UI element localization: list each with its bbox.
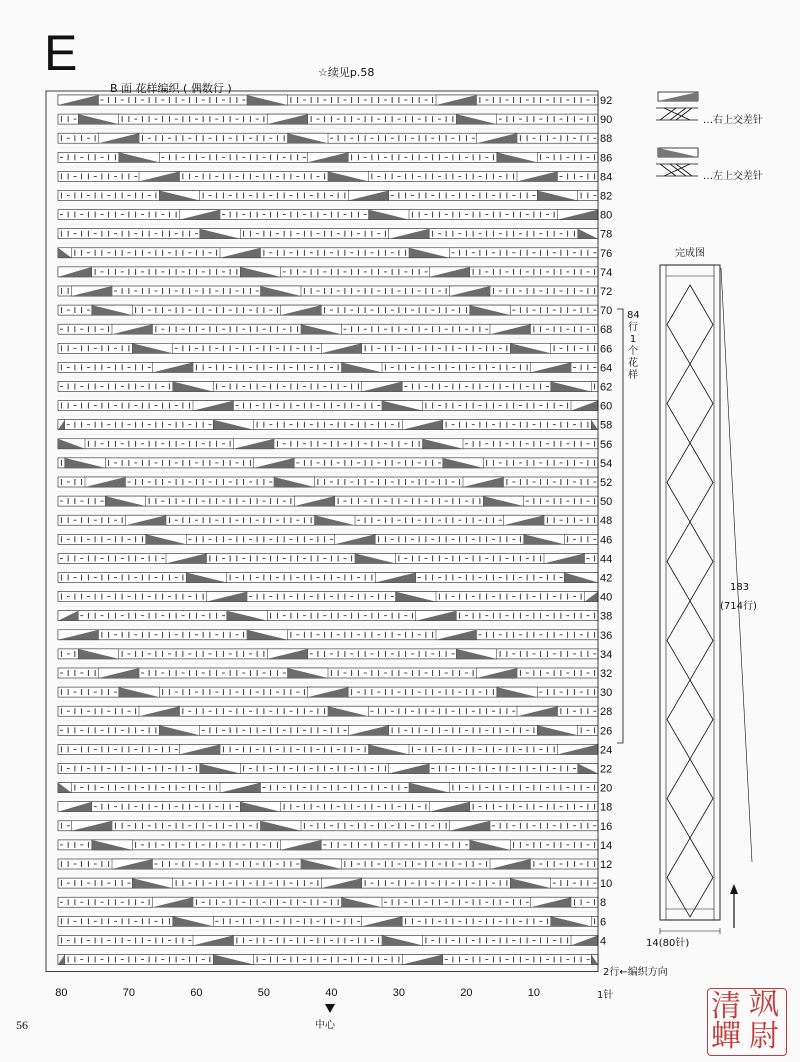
stitch-axis-label: 50 (257, 987, 270, 999)
chart-row (58, 897, 598, 912)
chart-row (58, 210, 598, 225)
right-cross-legend-icon (656, 92, 698, 120)
chart-row (58, 477, 598, 492)
chart-row (58, 171, 598, 186)
stitch-axis-label: 30 (392, 987, 405, 999)
chart-row (58, 630, 598, 645)
row-number: 62 (600, 381, 613, 394)
legend-left-cross-label: …左上交差针 (703, 171, 763, 182)
row-number: 36 (600, 629, 613, 642)
row-number: 20 (600, 782, 613, 795)
row-number: 74 (600, 266, 613, 279)
row-number: 80 (600, 209, 613, 222)
row-number: 18 (600, 801, 613, 814)
pattern-diamond (667, 364, 713, 443)
row-number: 92 (600, 95, 613, 107)
row-number: 26 (600, 725, 613, 738)
chart-row (58, 229, 598, 244)
chart-row (58, 458, 598, 473)
row-number: 12 (600, 859, 613, 871)
row-number: 70 (600, 305, 613, 318)
repeat-bracket (617, 309, 623, 743)
legend-right-cross-label: …右上交差针 (703, 115, 763, 126)
row-number: 34 (600, 648, 613, 661)
chart-row (58, 553, 598, 568)
row-number: 6 (600, 916, 607, 929)
row-number: 42 (600, 572, 613, 585)
row-number: 48 (600, 515, 613, 528)
chart-row (58, 382, 598, 397)
row-number: 66 (600, 343, 613, 356)
chart-row (58, 611, 598, 626)
chart-row (58, 859, 598, 874)
row-number-column (600, 95, 612, 947)
row-number: 14 (600, 839, 613, 852)
section-letter: E (44, 25, 78, 81)
chart-row (58, 744, 598, 759)
chart-row (58, 916, 598, 931)
row-number: 4 (600, 935, 607, 948)
chart-row (58, 95, 598, 110)
pattern-diamond (667, 285, 713, 364)
row-number: 44 (600, 553, 613, 566)
row-number: 24 (600, 744, 613, 757)
chart-frame (46, 91, 598, 972)
stitch-axis (55, 987, 540, 999)
continued-note: ☆续见p.58 (318, 66, 375, 79)
pattern-diamond (667, 759, 713, 838)
chart-row (58, 668, 598, 683)
chart-row (58, 783, 598, 798)
row-number: 28 (600, 706, 613, 719)
chart-row (58, 133, 598, 148)
stitch-axis-label: 10 (527, 987, 540, 999)
row-number: 78 (600, 228, 613, 241)
row-number: 22 (600, 763, 613, 776)
chart-row (58, 706, 598, 721)
chart-row (58, 420, 598, 435)
chart-row (58, 649, 598, 664)
chart-row (58, 764, 598, 779)
last-row-note: 2行←编织方向 (603, 967, 668, 978)
row-number: 90 (600, 114, 613, 127)
row-number: 60 (600, 400, 613, 413)
chart-row (58, 267, 598, 282)
red-seal-stamp: 飒 清 尉 蟬 (707, 988, 787, 1056)
chart-row (58, 324, 598, 339)
chart-row (58, 496, 598, 511)
row-number: 64 (600, 362, 613, 375)
chart-row (58, 191, 598, 206)
bottom-dimension: 14(80针) (646, 938, 690, 949)
row-number: 76 (600, 247, 613, 260)
chart-row (58, 878, 598, 893)
row-number: 32 (600, 668, 613, 680)
chart-row (58, 439, 598, 454)
pattern-diamond (667, 601, 713, 680)
row-number: 46 (600, 534, 613, 547)
pattern-diamond (667, 522, 713, 601)
row-number: 50 (600, 496, 613, 509)
repeat-note: 84 行 1 个 花 样 (627, 310, 640, 381)
chart-row (58, 401, 598, 416)
row-number: 16 (600, 820, 613, 833)
row-number: 86 (600, 152, 613, 165)
row-number: 40 (600, 591, 613, 604)
stitch-axis-label: 60 (190, 987, 203, 999)
chart-row (58, 935, 598, 950)
first-stitch-label: 1针 (597, 990, 614, 1001)
chart-row (58, 286, 598, 301)
row-number: 58 (600, 419, 613, 432)
stitch-axis-label: 70 (122, 987, 135, 999)
side-dimension-cm: 183 (730, 582, 750, 593)
chart-row (58, 955, 598, 965)
chart-row (58, 248, 598, 263)
stitch-axis-label: 20 (460, 987, 473, 999)
row-number: 10 (600, 878, 613, 891)
row-number: 54 (600, 457, 613, 470)
row-number: 52 (600, 477, 613, 489)
pattern-diamond (667, 680, 713, 759)
chart-row (58, 821, 598, 836)
chart-row (58, 152, 598, 167)
chart-row (58, 343, 598, 358)
side-dimension-rows: (714行) (720, 601, 757, 612)
pattern-diamond (667, 443, 713, 522)
chart-grid (46, 91, 598, 972)
pattern-diamond (667, 838, 713, 917)
row-number: 68 (600, 324, 613, 337)
row-number: 56 (600, 438, 613, 451)
page-number: 56 (16, 1018, 28, 1032)
center-marker-icon (325, 1004, 335, 1013)
chart-row (58, 687, 598, 702)
chart-row (58, 515, 598, 530)
row-number: 88 (600, 133, 613, 146)
row-number: 84 (600, 171, 613, 184)
left-cross-legend-icon (656, 148, 698, 176)
chart-row (58, 305, 598, 320)
chart-row (58, 840, 598, 855)
chart-row (58, 362, 598, 377)
row-number: 30 (600, 687, 613, 700)
chart-row (58, 114, 598, 129)
chart-row (58, 725, 598, 740)
row-number: 38 (600, 610, 613, 623)
chart-row (58, 534, 598, 549)
chart-title: B 面 花样编织 ( 偶数行 ) (110, 82, 232, 95)
chart-row (58, 573, 598, 588)
row-number: 82 (600, 190, 613, 203)
stitch-axis-label: 40 (325, 987, 338, 999)
row-number: 8 (600, 897, 607, 910)
row-number: 72 (600, 286, 613, 298)
chart-row (58, 592, 598, 607)
chart-row (58, 802, 598, 817)
finished-diagram-title: 完成图 (675, 248, 705, 259)
stitch-axis-label: 80 (55, 987, 68, 999)
center-label: 中心 (315, 1020, 335, 1031)
